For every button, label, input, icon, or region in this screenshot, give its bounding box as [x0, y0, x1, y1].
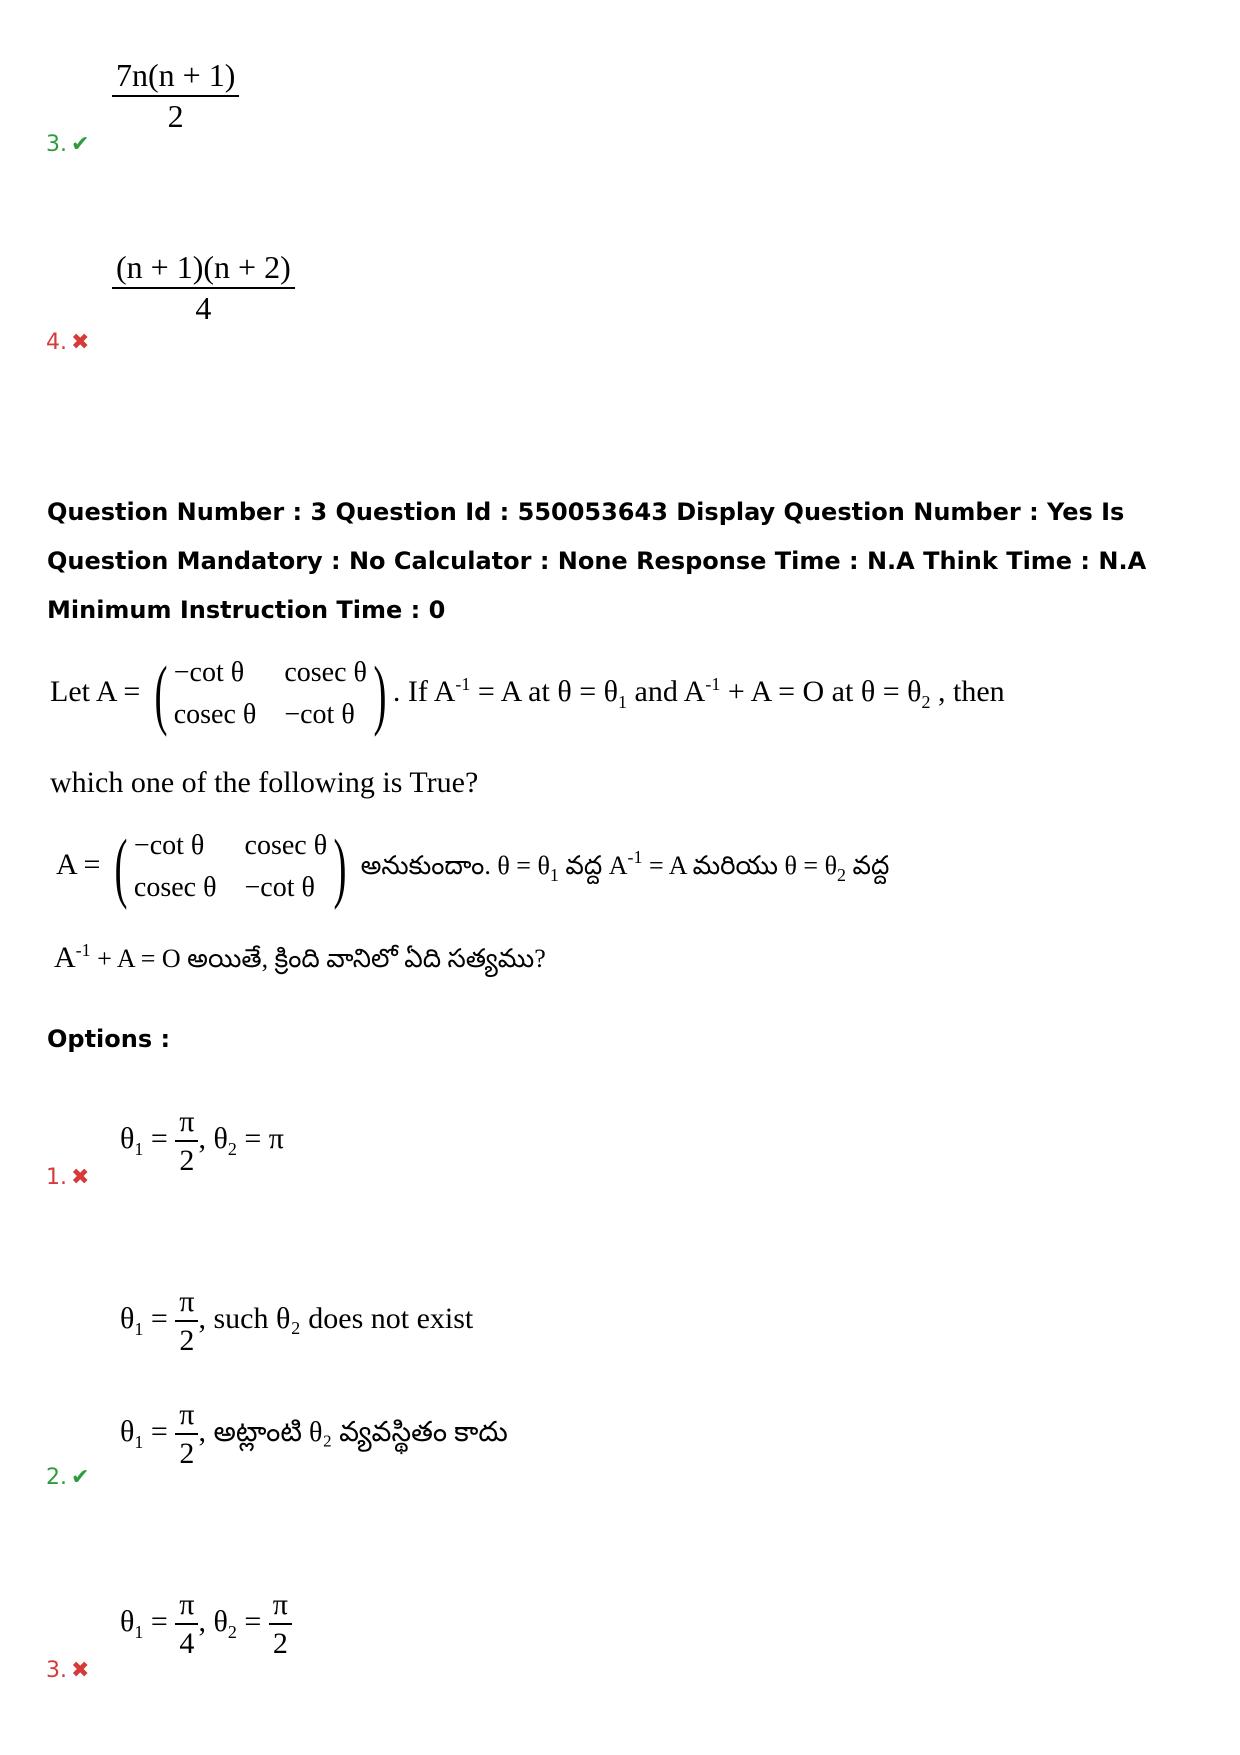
question-text-te: [56, 823, 890, 910]
matrix-a-te: [108, 823, 353, 910]
option-number: 3.: [46, 1658, 67, 1683]
option-3-label: [46, 1658, 89, 1683]
subscript: 2: [227, 1138, 237, 1159]
question-text-en: [50, 650, 1005, 737]
question-lhs: A =: [56, 847, 101, 881]
fraction-denominator: 2: [179, 1324, 195, 1357]
left-paren: (: [114, 823, 128, 910]
prev-option-3-math: [112, 58, 239, 134]
theta-symbol: θ: [120, 1604, 135, 1638]
subscript: 1: [618, 691, 627, 712]
options-label: Options :: [47, 1025, 171, 1053]
subscript: 1: [549, 864, 559, 885]
option-number: 2.: [46, 1465, 67, 1490]
question-condition: and A: [627, 674, 706, 708]
question-let: Let A =: [50, 674, 141, 708]
subscript: 2: [227, 1621, 237, 1642]
fraction-numerator: (n + 1)(n + 2): [112, 250, 295, 289]
matrix-cell: −cot θ: [244, 872, 315, 903]
option-2-math-te: $\theta_1$ = $\frac{\pi}{2}$ , అట్లాంటి θ₂ వ్యవస్థితం కాదు: [120, 1398, 508, 1470]
option-value: = π: [236, 1121, 284, 1155]
cross-icon: ✖: [71, 1658, 90, 1683]
question-te-text: = A మరియు θ = θ: [642, 850, 838, 880]
superscript: -1: [627, 846, 643, 867]
subscript: 2: [837, 864, 847, 885]
fraction-denominator: 4: [179, 1627, 195, 1660]
matrix-a-en: [148, 650, 393, 737]
left-paren: (: [154, 650, 168, 737]
right-paren: ): [373, 650, 387, 737]
cross-icon: ✖: [71, 1165, 90, 1190]
question-condition: + A = O at θ = θ: [720, 674, 922, 708]
matrix-cell: cosec θ: [173, 699, 257, 730]
option-number: 4.: [46, 330, 67, 355]
right-paren: ): [333, 823, 347, 910]
prev-option-4-math: [112, 250, 295, 326]
matrix-cell: cosec θ: [244, 830, 328, 861]
question-te-text: అనుకుందాం. θ = θ: [360, 850, 550, 880]
theta-symbol: θ: [213, 1604, 228, 1638]
subscript: 1: [134, 1138, 144, 1159]
subscript: 1: [134, 1621, 144, 1642]
superscript: -1: [705, 673, 721, 694]
subscript: 2: [921, 691, 931, 712]
check-icon: ✔: [71, 1465, 90, 1490]
question-te-text: వద్ద: [846, 850, 890, 880]
fraction-numerator: 7n(n + 1): [112, 58, 239, 97]
matrix-cell: −cot θ: [173, 657, 245, 688]
theta-symbol: θ: [120, 1301, 135, 1335]
check-icon: ✔: [71, 132, 90, 157]
question-line2-te: [54, 940, 546, 980]
question-te-text: A: [54, 941, 76, 974]
subscript: 1: [134, 1318, 144, 1339]
theta-symbol: θ: [120, 1121, 135, 1155]
fraction-numerator: π: [269, 1588, 292, 1625]
theta-symbol: θ: [213, 1121, 228, 1155]
theta-symbol: θ: [120, 1414, 135, 1448]
prev-option-3-label: [46, 132, 89, 157]
fraction-denominator: 2: [179, 1437, 195, 1470]
fraction-numerator: π: [175, 1285, 198, 1322]
matrix-cell: cosec θ: [284, 657, 367, 688]
question-line2-en: which one of the following is True?: [50, 766, 479, 799]
option-1-math: $\theta_1$ = $\frac{\pi}{2}$ , $\theta_2 = \pi$: [120, 1105, 284, 1177]
question-condition: , then: [930, 674, 1005, 708]
question-meta: Question Number : 3 Question Id : 550053643 Display Question Number : Yes Is Question Mandatory : No Calculator : None Response Time : N.A Think Time : N.A Minimum Instruction Time : 0: [47, 498, 1147, 624]
option-text-en: such θ₂ does not exist: [213, 1301, 474, 1335]
fraction-numerator: π: [175, 1588, 198, 1625]
superscript: -1: [455, 673, 471, 694]
option-2-label: [46, 1465, 89, 1490]
option-3-math: $\theta_1$ = $\frac{\pi}{4}$ , $\theta_2$ = $\frac{\pi}{2}$: [120, 1588, 292, 1660]
option-1-label: [46, 1165, 89, 1190]
fraction-denominator: 2: [167, 98, 184, 135]
prev-option-4-label: [46, 330, 89, 355]
question-condition: . If A: [392, 674, 456, 708]
option-text-te: అట్లాంటి θ₂ వ్యవస్థితం కాదు: [213, 1416, 508, 1448]
fraction-numerator: π: [175, 1398, 198, 1435]
question-condition: = A at θ = θ: [470, 674, 618, 708]
cross-icon: ✖: [71, 330, 90, 355]
option-number: 1.: [46, 1165, 67, 1190]
fraction-denominator: 2: [272, 1627, 288, 1660]
matrix-cell: −cot θ: [284, 699, 355, 730]
fraction-denominator: 2: [179, 1144, 195, 1177]
option-2-math-en: $\theta_1$ = $\frac{\pi}{2}$ , such θ₂ does not exist: [120, 1285, 474, 1357]
question-te-text: + A = O అయితే, క్రింది వానిలో ఏది సత్యము?: [90, 944, 546, 973]
subscript: 1: [134, 1431, 144, 1452]
fraction-denominator: 4: [195, 290, 212, 327]
superscript: -1: [75, 940, 91, 960]
fraction-numerator: π: [175, 1105, 198, 1142]
matrix-cell: cosec θ: [133, 872, 217, 903]
matrix-cell: −cot θ: [133, 830, 205, 861]
option-number: 3.: [46, 132, 67, 157]
question-te-text: వద్ద A: [558, 850, 628, 880]
